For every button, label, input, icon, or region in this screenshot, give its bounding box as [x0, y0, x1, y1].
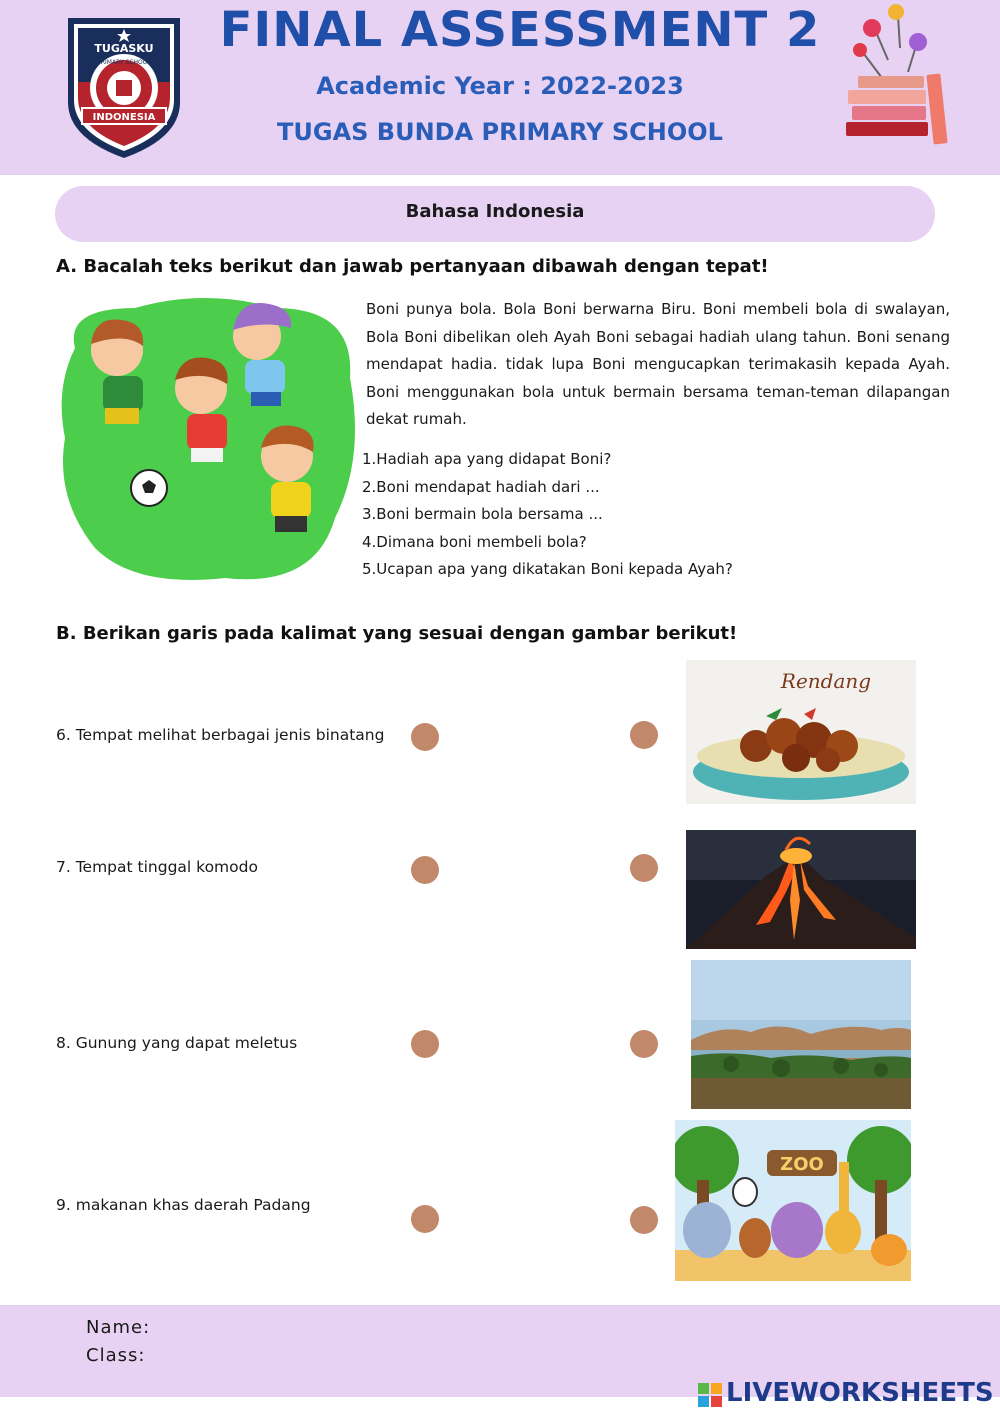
rendang-picture — [686, 660, 916, 804]
header-band — [0, 0, 1000, 175]
question-item: 5.Ucapan apa yang dikatakan Boni kepada Ayah? — [362, 560, 733, 578]
match-item-7: 7. Tempat tinggal komodo — [56, 858, 258, 876]
svg-text:PRIMARY SCHOOL: PRIMARY SCHOOL — [97, 59, 151, 66]
subject-banner: Bahasa Indonesia — [55, 186, 935, 242]
right-match-dot-3[interactable] — [630, 1030, 658, 1058]
question-item: 4.Dimana boni membeli bola? — [362, 532, 587, 551]
left-match-dot-9[interactable] — [411, 1205, 439, 1233]
school-name: TUGAS BUNDA PRIMARY SCHOOL — [277, 118, 723, 146]
books-and-pins-icon — [838, 2, 958, 152]
section-b-heading: B. Berikan garis pada kalimat yang sesuai dengan gambar berikut! — [56, 623, 738, 644]
zoo-animals-picture — [675, 1120, 911, 1281]
left-match-dot-7[interactable] — [411, 856, 439, 884]
left-match-dot-8[interactable] — [411, 1030, 439, 1058]
left-match-dot-6[interactable] — [411, 723, 439, 751]
match-item-9: 9. makanan khas daerah Padang — [56, 1196, 311, 1214]
section-a-heading: A. Bacalah teks berikut dan jawab pertanyaan dibawah dengan tepat! — [56, 256, 769, 277]
svg-text:TUGASKU: TUGASKU — [94, 42, 154, 55]
right-match-dot-2[interactable] — [630, 854, 658, 882]
academic-year: Academic Year : 2022-2023 — [316, 72, 684, 100]
question-item: 1.Hadiah apa yang didapat Boni? — [362, 450, 612, 468]
svg-text:ZOO: ZOO — [780, 1154, 824, 1175]
match-item-8: 8. Gunung yang dapat meletus — [56, 1034, 298, 1052]
volcano-picture — [686, 830, 916, 949]
question-list — [362, 446, 733, 584]
right-match-dot-4[interactable] — [630, 1206, 658, 1234]
class-label: Class: — [86, 1345, 146, 1366]
name-label: Name: — [86, 1317, 151, 1338]
page-title: FINAL ASSESSMENT 2 — [219, 2, 821, 58]
liveworksheets-logo-icon — [698, 1383, 722, 1407]
question-item: 3.Boni bermain bola bersama ... — [362, 505, 603, 523]
svg-text:INDONESIA: INDONESIA — [92, 112, 156, 123]
reading-passage: Boni punya bola. Bola Boni berwarna Biru. Boni membeli bola di swalayan, Bola Boni dibelikan oleh Ayah Boni sebagai hadiah ulang tahun. Boni senang mendapat hadia. tidak lupa Boni mengucapkan terimakasih kepada Ayah. Boni menggunakan bola untuk bermain bersama teman-teman dilapangan dekat rumah. — [366, 300, 950, 428]
svg-text:Rendang: Rendang — [780, 669, 872, 693]
match-item-6: 6. Tempat melihat berbagai jenis binatang — [56, 726, 385, 744]
kids-playing-football-illustration — [55, 288, 355, 588]
komodo-island-picture — [691, 960, 911, 1109]
liveworksheets-brand[interactable]: LIVEWORKSHEETS — [726, 1378, 994, 1408]
question-item: 2.Boni mendapat hadiah dari ... — [362, 477, 600, 496]
right-match-dot-1[interactable] — [630, 721, 658, 749]
